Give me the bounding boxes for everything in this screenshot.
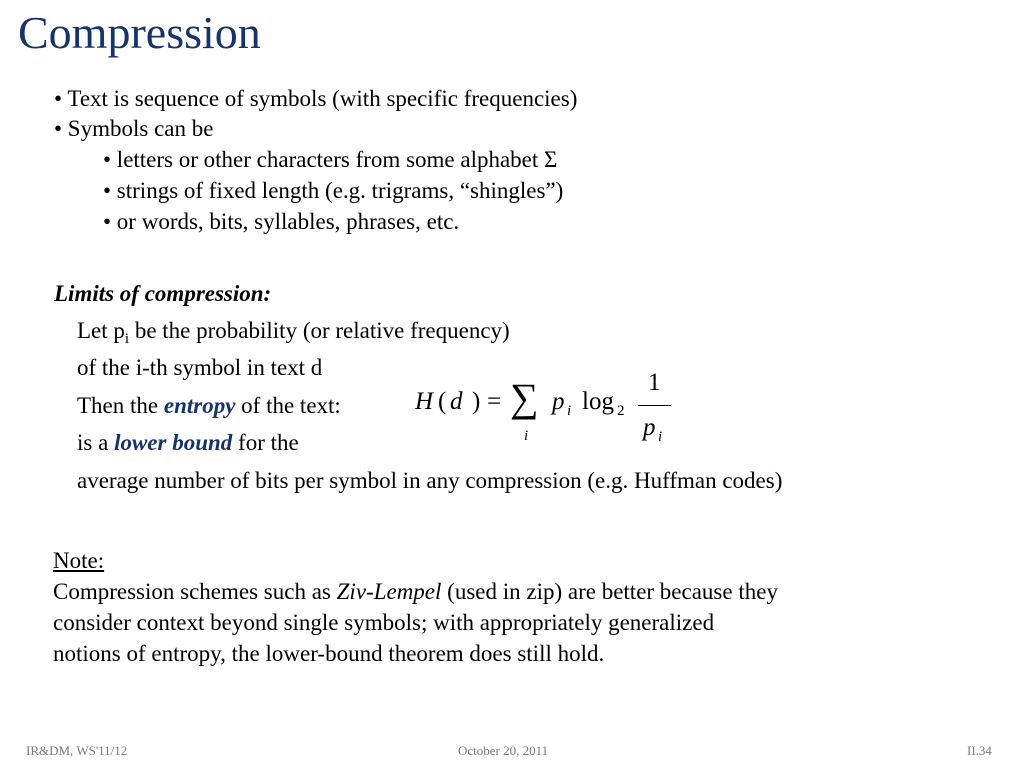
formula-denominator-p: p bbox=[643, 414, 656, 441]
slide-title: Compression bbox=[18, 7, 261, 58]
note-line-3: notions of entropy, the lower-bound theorem does still hold. bbox=[53, 641, 605, 666]
formula-numerator: 1 bbox=[648, 369, 661, 396]
formula-close-paren: ) bbox=[472, 388, 481, 415]
ziv-lempel-term: Ziv-Lempel bbox=[336, 579, 442, 604]
limits-line1-subscript: i bbox=[124, 331, 130, 347]
entropy-formula bbox=[415, 369, 685, 452]
note-label: Note: bbox=[53, 548, 105, 573]
formula-p-subscript: i bbox=[567, 403, 572, 419]
subbullet-letters: • letters or other characters from some alphabet Σ bbox=[103, 147, 558, 172]
note-line1-post: (used in zip) are better because they bbox=[441, 579, 778, 604]
formula-denominator-subscript: i bbox=[658, 429, 663, 445]
formula-sum-index: i bbox=[524, 428, 529, 444]
limits-line-lower-bound bbox=[77, 429, 299, 457]
limits-line-average-bits: average number of bits per symbol in any compression (e.g. Huffman codes) bbox=[77, 468, 783, 493]
formula-equals: = bbox=[487, 388, 502, 415]
limits-line4-pre: is a bbox=[77, 430, 115, 455]
formula-log-base: 2 bbox=[617, 403, 625, 419]
bullet-text-sequence: • Text is sequence of symbols (with specific frequencies) bbox=[54, 86, 578, 111]
limits-line3-post: of the text: bbox=[235, 393, 341, 418]
entropy-term: entropy bbox=[163, 393, 236, 418]
formula-open-paren: ( bbox=[438, 388, 447, 415]
sigma-icon: ∑ bbox=[510, 375, 539, 420]
limits-heading: Limits of compression: bbox=[54, 281, 272, 306]
bullet-symbols-can-be: • Symbols can be bbox=[54, 116, 214, 141]
footer-date: October 20, 2011 bbox=[458, 743, 549, 758]
limits-line-probability bbox=[77, 317, 510, 345]
formula-H: H bbox=[415, 388, 434, 415]
limits-line3-pre: Then the bbox=[77, 393, 164, 418]
formula-p: p bbox=[552, 388, 565, 415]
limits-line4-post: for the bbox=[232, 430, 299, 455]
footer-slide-number: II.34 bbox=[967, 743, 992, 758]
formula-log: log bbox=[582, 388, 614, 415]
limits-line1-post: be the probability (or relative frequency) bbox=[129, 318, 510, 343]
note-line1-pre: Compression schemes such as bbox=[53, 579, 337, 604]
note-line-1 bbox=[53, 578, 778, 606]
footer-course: IR&DM, WS'11/12 bbox=[26, 743, 128, 758]
limits-line1-pre: Let p bbox=[77, 318, 125, 343]
formula-d: d bbox=[450, 388, 463, 415]
limits-line-entropy bbox=[77, 392, 341, 420]
note-line-2: consider context beyond single symbols; with appropriately generalized bbox=[53, 610, 715, 635]
subbullet-strings: • strings of fixed length (e.g. trigrams, “shingles”) bbox=[103, 178, 564, 203]
limits-line-ith-symbol: of the i-th symbol in text d bbox=[77, 355, 323, 380]
fraction-bar bbox=[638, 405, 671, 406]
subbullet-words: • or words, bits, syllables, phrases, etc. bbox=[103, 209, 460, 234]
lower-bound-term: lower bound bbox=[114, 430, 233, 455]
